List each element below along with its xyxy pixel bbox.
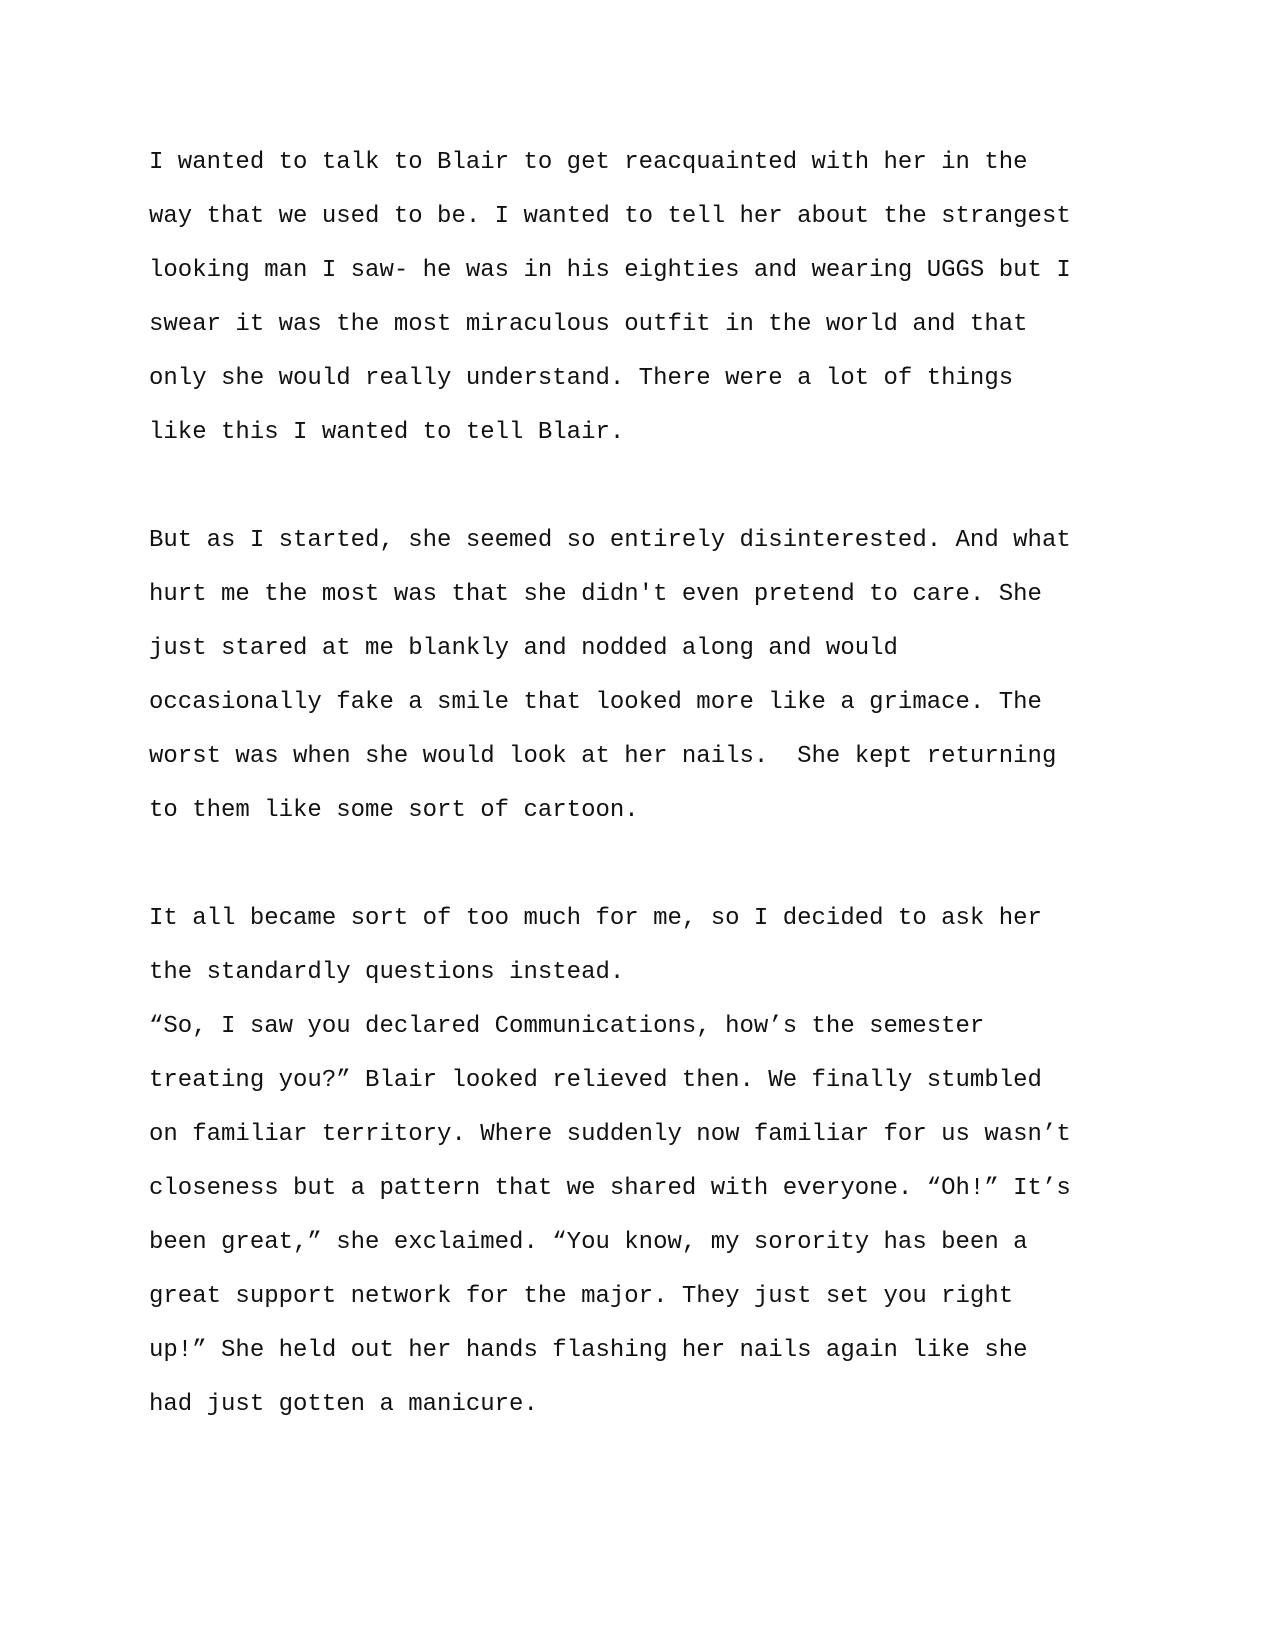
text-line: occasionally fake a smile that looked more like a grimace. The bbox=[149, 689, 1042, 716]
text-line: great support network for the major. They just set you right bbox=[149, 1283, 1014, 1310]
text-line: on familiar territory. Where suddenly now familiar for us wasn’t bbox=[149, 1121, 1071, 1148]
text-line: been great,” she exclaimed. “You know, my sorority has been a bbox=[149, 1229, 1028, 1256]
text-line: to them like some sort of cartoon. bbox=[149, 797, 639, 824]
text-line: way that we used to be. I wanted to tell her about the strangest bbox=[149, 203, 1071, 230]
text-line: the standardly questions instead. bbox=[149, 959, 625, 986]
text-line: “So, I saw you declared Communications, how’s the semester bbox=[149, 1013, 985, 1040]
text-line: I wanted to talk to Blair to get reacquainted with her in the bbox=[149, 149, 1028, 176]
text-line: up!” She held out her hands flashing her nails again like she bbox=[149, 1337, 1028, 1364]
text-line: treating you?” Blair looked relieved then. We finally stumbled bbox=[149, 1067, 1042, 1094]
text-line: But as I started, she seemed so entirely disinterested. And what bbox=[149, 527, 1071, 554]
text-line: It all became sort of too much for me, so I decided to ask her bbox=[149, 905, 1042, 932]
text-line: only she would really understand. There were a lot of things bbox=[149, 365, 1014, 392]
text-line: like this I wanted to tell Blair. bbox=[149, 419, 625, 446]
text-line: worst was when she would look at her nails. She kept returning bbox=[149, 743, 1057, 770]
text-line: looking man I saw- he was in his eighties and wearing UGGS but I bbox=[149, 257, 1071, 284]
text-line: had just gotten a manicure. bbox=[149, 1391, 538, 1418]
text-line: just stared at me blankly and nodded along and would bbox=[149, 635, 898, 662]
text-line: closeness but a pattern that we shared with everyone. “Oh!” It’s bbox=[149, 1175, 1071, 1202]
text-line: swear it was the most miraculous outfit in the world and that bbox=[149, 311, 1028, 338]
text-line: hurt me the most was that she didn't even pretend to care. She bbox=[149, 581, 1042, 608]
